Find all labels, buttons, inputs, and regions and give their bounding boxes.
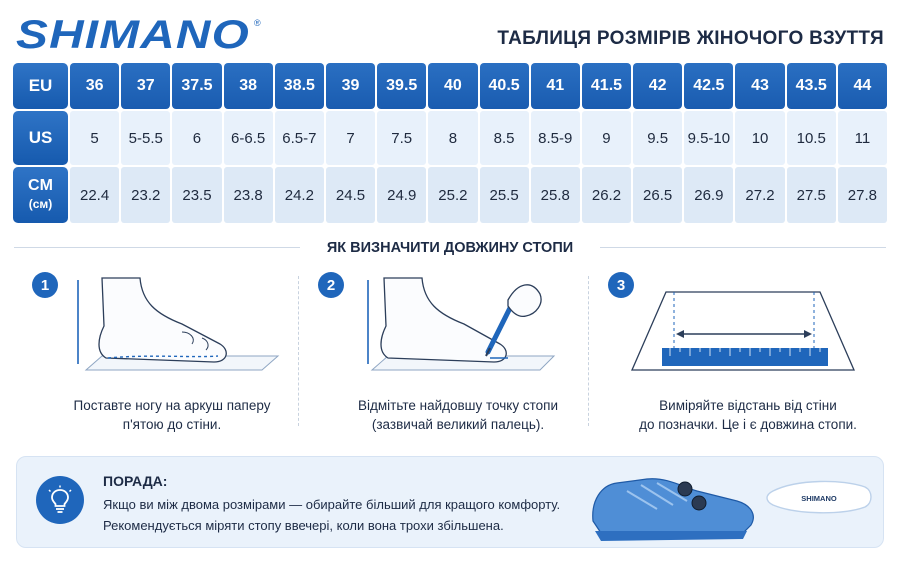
eu-size-cell: 38.5 bbox=[275, 63, 324, 109]
foot-on-paper-illustration bbox=[32, 272, 312, 382]
eu-size-cell: 39.5 bbox=[377, 63, 426, 109]
us-size-cell: 10.5 bbox=[787, 111, 836, 165]
howto-step-3 bbox=[608, 272, 888, 442]
howto-section-title: ЯК ВИЗНАЧИТИ ДОВЖИНУ СТОПИ bbox=[300, 237, 600, 259]
svg-text:®: ® bbox=[254, 18, 261, 28]
page-title: ТАБЛИЦЯ РОЗМІРІВ ЖІНОЧОГО ВЗУТТЯ bbox=[497, 28, 884, 49]
us-size-cell: 6.5-7 bbox=[275, 111, 324, 165]
step-separator bbox=[588, 276, 589, 426]
us-size-cell: 5-5.5 bbox=[121, 111, 170, 165]
us-size-cell: 7.5 bbox=[377, 111, 426, 165]
cm-length-cell: 27.2 bbox=[735, 167, 784, 223]
cm-length-cell: 23.8 bbox=[224, 167, 273, 223]
eu-size-cell: 43 bbox=[735, 63, 784, 109]
step-separator bbox=[298, 276, 299, 426]
tip-text: Рекомендується міряти стопу ввечері, коли вона трохи збільшена. bbox=[103, 518, 504, 533]
eu-size-cell: 37 bbox=[121, 63, 170, 109]
us-size-cell: 9.5 bbox=[633, 111, 682, 165]
cm-length-cell: 23.5 bbox=[172, 167, 221, 223]
eu-size-cell: 44 bbox=[838, 63, 887, 109]
tip-box bbox=[16, 456, 884, 548]
tip-text: Якщо ви між двома розмірами — обирайте більший для кращого комфорту. bbox=[103, 497, 561, 512]
cm-length-cell: 24.9 bbox=[377, 167, 426, 223]
us-size-cell: 9 bbox=[582, 111, 631, 165]
cm-length-cell: 25.2 bbox=[428, 167, 477, 223]
cm-length-cell: 23.2 bbox=[121, 167, 170, 223]
us-size-cell: 7 bbox=[326, 111, 375, 165]
cm-length-cell: 26.2 bbox=[582, 167, 631, 223]
step-number-badge: 3 bbox=[608, 272, 634, 298]
logo-wordmark: SHIMANO bbox=[16, 13, 251, 54]
size-chart-table bbox=[13, 63, 887, 223]
row-label-cm: CM (см) bbox=[13, 167, 68, 223]
eu-size-cell: 38 bbox=[224, 63, 273, 109]
row-label-us: US bbox=[13, 111, 68, 165]
mark-toe-illustration bbox=[318, 272, 598, 382]
eu-size-cell: 42 bbox=[633, 63, 682, 109]
eu-size-cell: 42.5 bbox=[684, 63, 733, 109]
eu-size-cell: 41.5 bbox=[582, 63, 631, 109]
us-size-cell: 6 bbox=[172, 111, 221, 165]
cm-length-cell: 24.5 bbox=[326, 167, 375, 223]
cm-length-cell: 25.5 bbox=[480, 167, 529, 223]
eu-size-cell: 41 bbox=[531, 63, 580, 109]
step-caption: Відмітьте найдовшу точку стопи (зазвичай великий палець). bbox=[358, 398, 558, 432]
measure-length-illustration bbox=[608, 272, 888, 382]
step-number-badge: 1 bbox=[32, 272, 58, 298]
howto-step-1 bbox=[32, 272, 312, 442]
svg-text:SHIMANO: SHIMANO bbox=[801, 494, 837, 503]
cm-length-cell: 26.9 bbox=[684, 167, 733, 223]
cm-length-cell: 27.8 bbox=[838, 167, 887, 223]
eu-size-cell: 37.5 bbox=[172, 63, 221, 109]
step-caption: Поставте ногу на аркуш паперу п'ятою до стіни. bbox=[73, 398, 271, 432]
us-size-cell: 9.5-10 bbox=[684, 111, 733, 165]
cm-length-cell: 25.8 bbox=[531, 167, 580, 223]
us-size-cell: 8.5 bbox=[480, 111, 529, 165]
eu-size-cell: 43.5 bbox=[787, 63, 836, 109]
row-label-eu: EU bbox=[13, 63, 68, 109]
us-size-cell: 8 bbox=[428, 111, 477, 165]
us-size-cell: 6-6.5 bbox=[224, 111, 273, 165]
lightbulb-icon bbox=[36, 476, 84, 524]
eu-size-cell: 36 bbox=[70, 63, 119, 109]
us-size-cell: 8.5-9 bbox=[531, 111, 580, 165]
eu-size-cell: 40 bbox=[428, 63, 477, 109]
step-caption: Виміряйте відстань від стіни до позначки. Це і є довжина стопи. bbox=[639, 398, 857, 432]
eu-size-cell: 40.5 bbox=[480, 63, 529, 109]
tip-title: ПОРАДА: bbox=[103, 473, 168, 489]
step-number-badge: 2 bbox=[318, 272, 344, 298]
cm-length-cell: 22.4 bbox=[70, 167, 119, 223]
cm-length-cell: 27.5 bbox=[787, 167, 836, 223]
shimano-logo bbox=[14, 12, 264, 54]
cm-length-cell: 26.5 bbox=[633, 167, 682, 223]
cycling-shoe-illustration bbox=[587, 461, 877, 545]
us-size-cell: 10 bbox=[735, 111, 784, 165]
eu-size-cell: 39 bbox=[326, 63, 375, 109]
howto-step-2 bbox=[318, 272, 598, 442]
us-size-cell: 5 bbox=[70, 111, 119, 165]
cm-length-cell: 24.2 bbox=[275, 167, 324, 223]
us-size-cell: 11 bbox=[838, 111, 887, 165]
